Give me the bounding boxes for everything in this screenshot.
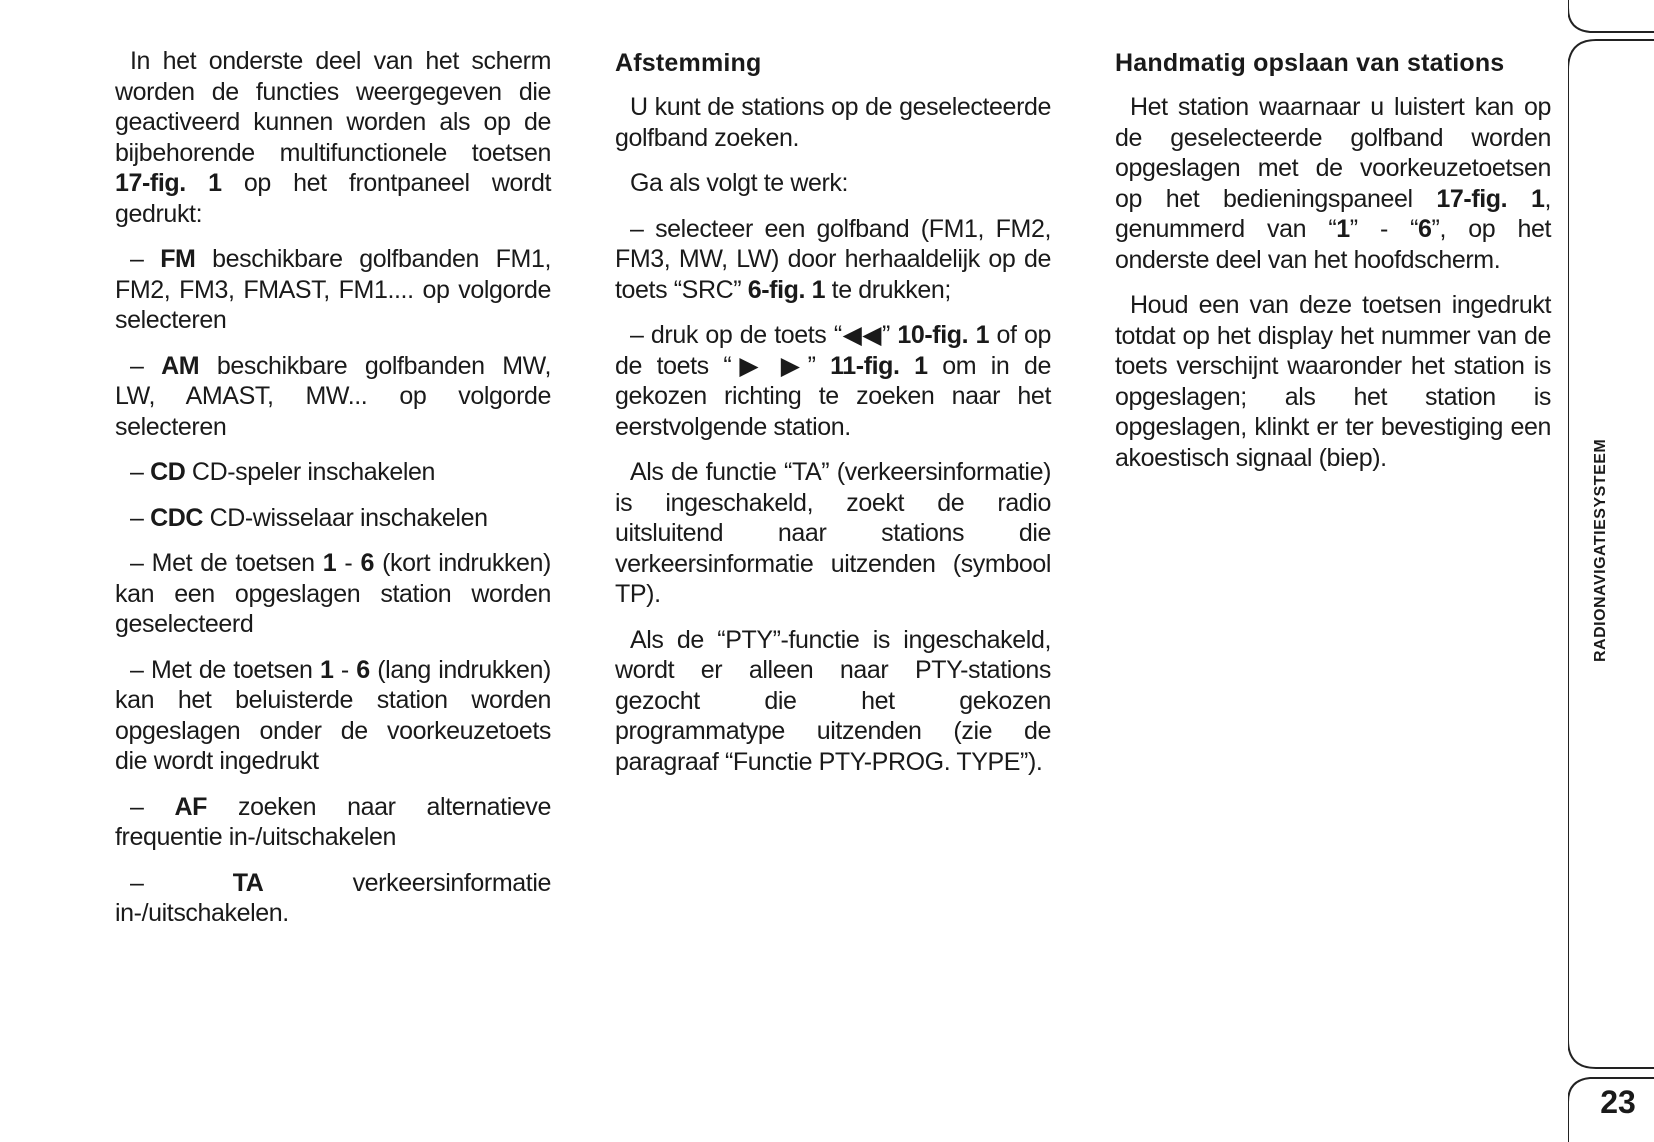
column-1 [115, 46, 551, 944]
ta-paragraph: Als de functie “TA” (verkeersinformatie) is ingeschakeld, zoekt de radio uitsluitend naar stations die verkeersinformatie uitzenden (symbool TP). [615, 458, 1051, 608]
pty-paragraph: Als de “PTY”-functie is ingeschakeld, wordt er alleen naar PTY-stations gezocht die het gekozen programmatype uitzenden (zie de paragraaf “Functie PTY-PROG. TYPE”). [615, 625, 1051, 776]
seek-forward-icon: ▶ ▶ [731, 351, 808, 380]
section-heading-afstemming: Afstemming [615, 49, 762, 77]
function-ta: – TA verkeersinformatie in-/uitschakelen. [115, 868, 551, 927]
tuning-step-select-band: – selecteer een golfband (FM1, FM2, FM3, MW, LW) door herhaaldelijk op de toets “SRC” 6-fig. 1 te drukken; [615, 214, 1051, 304]
function-short-press: – Met de toetsen 1 - 6 (kort indrukken) kan een opgeslagen station worden geselecteerd [115, 549, 551, 638]
function-am: – AM beschikbare golfbanden MW, LW, AMAST, MW... op volgorde selecteren [115, 351, 551, 441]
function-fm: – FM beschikbare golfbanden FM1, FM2, FM3, FMAST, FM1.... op volgorde selecteren [115, 245, 551, 334]
function-cd: – CD CD-speler inschakelen [130, 458, 436, 486]
function-cdc: – CDC CD-wisselaar inschakelen [130, 503, 488, 532]
figure-reference: 6-fig. 1 [747, 275, 826, 304]
page-number: 23 [1600, 1084, 1636, 1120]
column-3 [1115, 46, 1551, 488]
seek-back-icon: ◀◀ [841, 321, 883, 349]
figure-reference: 17-fig. 1 [1436, 184, 1545, 213]
storing-hold-paragraph: Houd een van deze toetsen ingedrukt totdat op het display het nummer van de toets verschijnt waaronder het station is opgeslagen; als het station is opgeslagen, klinkt er ter bevestiging een akoestisch signaal (biep). [1115, 291, 1551, 472]
figure-reference: 11-fig. 1 [830, 351, 928, 380]
intro-paragraph: In het onderste deel van het scherm worden de functies weergegeven die geactiveerd kunnen worden als op de bijbehorende multifunctionele toetsen 17-fig. 1 op het frontpaneel wordt gedrukt: [115, 47, 552, 228]
tuning-steps-intro: Ga als volgt te werk: [630, 169, 849, 197]
section-tab-frame [1568, 0, 1654, 1142]
storing-paragraph: Het station waarnaar u luistert kan op de geselecteerde golfband worden opgeslagen met de voorkeuzetoetsen op het bedieningspaneel 17-fig. 1, genummerd van “1” - “6”, op het onderste deel van het hoofdscherm. [1115, 93, 1552, 274]
section-heading-manual-storing: Handmatig opslaan van stations [1115, 49, 1505, 77]
column-2 [615, 46, 1051, 792]
section-label: RADIONAVIGATIESYSTEEM [1592, 438, 1609, 662]
tuning-step-seek: – druk op de toets “◀◀” 10-fig. 1 of op de toets “▶ ▶” 11-fig. 1 om in de gekozen richting te zoeken naar het eerstvolgende station. [615, 321, 1052, 441]
function-long-press: – Met de toetsen 1 - 6 (lang indrukken) kan het beluisterde station worden opgeslagen onder de voorkeuzetoets die wordt ingedrukt [115, 655, 551, 775]
figure-reference: 17-fig. 1 [115, 169, 222, 197]
figure-reference: 10-fig. 1 [897, 321, 990, 349]
function-af: – AF zoeken naar alternatieve frequentie in-/uitschakelen [115, 792, 551, 851]
tuning-intro: U kunt de stations op de geselecteerde golfband zoeken. [615, 93, 1051, 152]
